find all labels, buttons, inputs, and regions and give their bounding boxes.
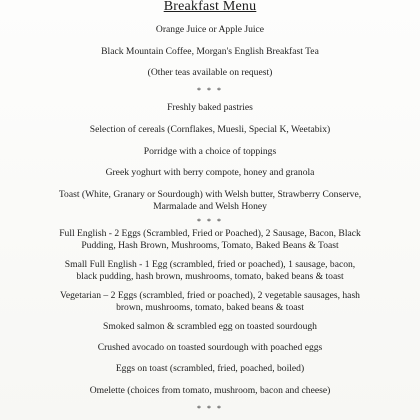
item-toast-line2: Marmalade and Welsh Honey bbox=[153, 201, 267, 212]
item-pastries: Freshly baked pastries bbox=[167, 102, 253, 113]
item-smoked-salmon: Smoked salmon & scrambled egg on toasted sourdough bbox=[103, 321, 317, 332]
separator-1: * * * bbox=[197, 86, 223, 95]
drinks-coffee-tea: Black Mountain Coffee, Morgan's English Breakfast Tea bbox=[101, 46, 319, 57]
separator-3: * * * bbox=[197, 404, 223, 413]
item-eggs-on-toast: Eggs on toast (scrambled, fried, poached, boiled) bbox=[115, 363, 305, 374]
item-full-english-line1: Full English - 2 Eggs (Scrambled, Fried or Poached), 2 Sausage, Bacon, Black bbox=[59, 228, 361, 239]
item-vegetarian-line2: brown, mushrooms, tomato, baked beans & toast bbox=[116, 302, 304, 313]
item-small-english-line1: Small Full English - 1 Egg (scrambled, fried or poached), 1 sausage, bacon, bbox=[64, 259, 356, 270]
item-small-english-line2: black pudding, hash brown, mushrooms, tomato, baked beans & toast bbox=[76, 271, 344, 282]
item-avocado: Crushed avocado on toasted sourdough with poached eggs bbox=[97, 342, 323, 353]
separator-2: * * * bbox=[197, 217, 223, 226]
item-omelette: Omelette (choices from tomato, mushroom, bacon and cheese) bbox=[89, 385, 331, 396]
item-cereals: Selection of cereals (Cornflakes, Muesli, Special K, Weetabix) bbox=[89, 124, 331, 135]
item-porridge: Porridge with a choice of toppings bbox=[143, 146, 277, 157]
drinks-note: (Other teas available on request) bbox=[147, 67, 273, 78]
drinks-juice: Orange Juice or Apple Juice bbox=[155, 24, 265, 35]
item-full-english-line2: Pudding, Hash Brown, Mushrooms, Tomato, Baked Beans & Toast bbox=[81, 240, 339, 251]
item-vegetarian-line1: Vegetarian – 2 Eggs (scrambled, fried or poached), 2 vegetable sausages, hash bbox=[60, 290, 360, 301]
menu-title: Breakfast Menu bbox=[163, 0, 257, 14]
item-toast-line1: Toast (White, Granary or Sourdough) with Welsh butter, Strawberry Conserve, bbox=[58, 189, 362, 200]
item-yoghurt: Greek yoghurt with berry compote, honey and granola bbox=[105, 167, 315, 178]
